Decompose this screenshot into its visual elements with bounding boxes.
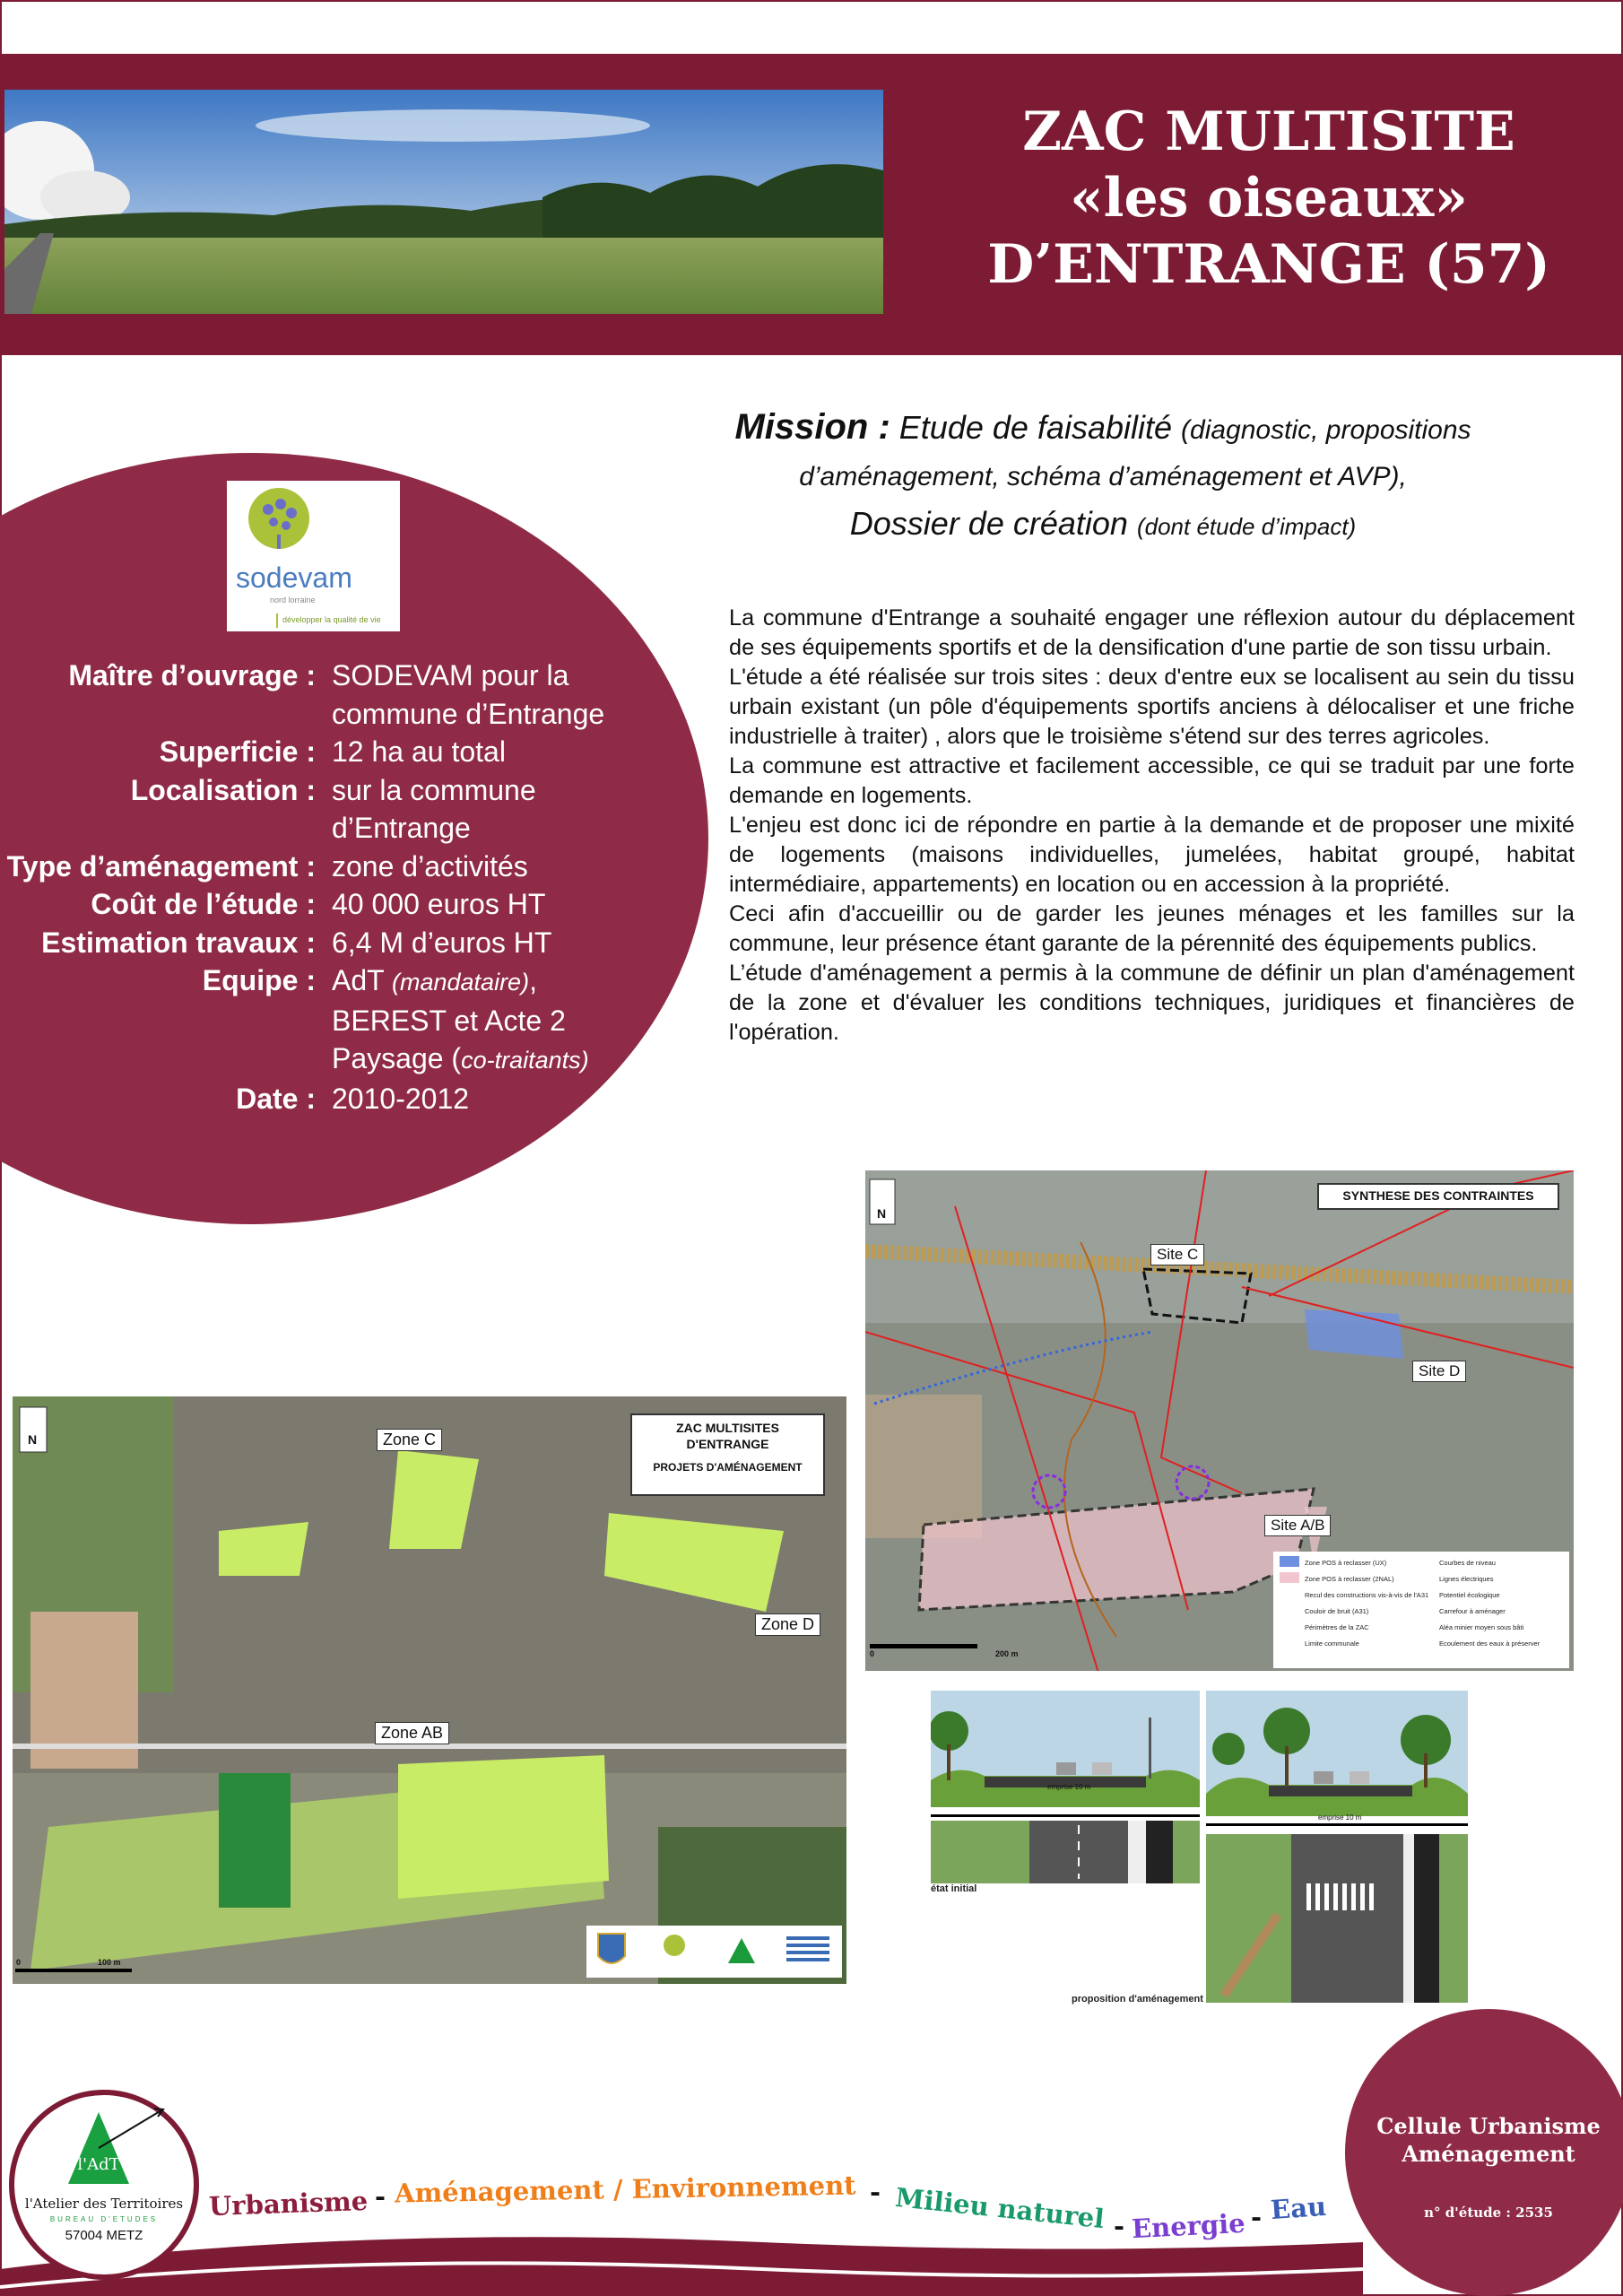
info-value: BEREST et Acte 2 — [332, 1004, 566, 1037]
info-value: 12 ha au total — [332, 735, 506, 768]
legend-entry: Lignes électriques — [1439, 1575, 1494, 1583]
title-line-1: ZAC MULTISITE — [1022, 100, 1515, 163]
scale-end: 100 m — [98, 1958, 121, 1967]
mission-main-1: Etude de faisabilité — [898, 409, 1173, 446]
legend-entry: Zone POS à reclasser (UX) — [1305, 1559, 1387, 1567]
title-line-2: «les oiseaux» — [1070, 167, 1468, 230]
legend-entry: Potentiel écologique — [1439, 1591, 1500, 1599]
description-paragraph: La commune d'Entrange a souhaité engager une réflexion autour du déplacement de ses équipements sportifs et de la densification d'une partie de son tissu urbain. — [729, 605, 1575, 660]
adt-name: l'Atelier des Territoires — [24, 2196, 184, 2212]
info-key: Coût de l’étude : — [91, 888, 316, 920]
info-key: Estimation travaux : — [41, 926, 316, 959]
mission-block — [628, 404, 1578, 550]
zone-label: Zone D — [755, 1613, 820, 1636]
info-key: Maître d’ouvrage : — [68, 659, 316, 691]
adt-logo-text: l'AdT — [77, 2155, 120, 2174]
scale-end: 200 m — [995, 1649, 1019, 1658]
study-number: n° d'étude : 2535 — [1424, 2205, 1553, 2221]
cell-line: Cellule Urbanisme — [1376, 2113, 1601, 2139]
legend-entry: Périmètres de la ZAC — [1305, 1623, 1369, 1631]
sodevam-tagline: développer la qualité de vie — [282, 615, 381, 624]
info-key: Localisation : — [130, 773, 316, 806]
site-label: Site C — [1150, 1244, 1204, 1265]
page-title — [924, 99, 1614, 298]
info-value: 6,4 M d’euros HT — [332, 926, 552, 959]
section-emprise: emprise 10 m — [1047, 1783, 1091, 1791]
description-paragraph: La commune est attractive et facilement accessible, ce qui se traduit par une forte demande en logements. — [729, 753, 1575, 808]
map-title-line: ZAC MULTISITES — [676, 1421, 779, 1435]
tag-eau: Eau — [1269, 2190, 1328, 2226]
mission-paren-2: (dont étude d’impact) — [1136, 513, 1357, 540]
sodevam-logo — [227, 481, 400, 631]
cell-line: Aménagement — [1402, 2141, 1575, 2167]
tag-separator: - — [1251, 2202, 1263, 2232]
info-value: sur la commune — [332, 773, 536, 806]
map-title: SYNTHESE DES CONTRAINTES — [1342, 1188, 1534, 1203]
tag-separator: - — [1114, 2211, 1125, 2241]
legend-entry: Ecoulement des eaux à préserver — [1439, 1639, 1541, 1648]
zone-label: Zone C — [377, 1429, 442, 1451]
info-value: , — [529, 964, 537, 996]
info-key: Date : — [236, 1082, 316, 1115]
map-subtitle: PROJETS D'AMÉNAGEMENT — [653, 1461, 803, 1474]
legend-entry: Recul des constructions vis-à-vis de l'A31 — [1305, 1591, 1429, 1599]
mission-label: Mission : — [734, 407, 890, 447]
legend-entry: Carrefour à aménager — [1439, 1607, 1506, 1615]
section-initial — [931, 1691, 1200, 1937]
tag-milieu: Milieu naturel — [893, 2181, 1107, 2235]
info-value: commune d’Entrange — [332, 697, 605, 730]
mission-paren-1: (diagnostic, propositions — [1181, 415, 1471, 445]
mission-line-2: d’aménagement, schéma d’aménagement et AVP), — [799, 462, 1407, 491]
landscape-photo — [4, 90, 883, 314]
info-value: d’Entrange — [332, 812, 471, 844]
info-value-italic: (mandataire) — [392, 969, 530, 996]
section-proposal — [1206, 1691, 1468, 2003]
tag-urbanisme: Urbanisme — [208, 2185, 369, 2222]
adt-city: 57004 METZ — [65, 2228, 143, 2243]
info-value: 2010-2012 — [332, 1082, 470, 1115]
partner-logos — [594, 1931, 836, 1972]
info-value: 40 000 euros HT — [332, 888, 546, 920]
cell-title — [1345, 2112, 1623, 2168]
tag-amenagement: Aménagement / Environnement — [394, 2170, 856, 2209]
tag-separator: - — [375, 2181, 386, 2212]
map-title-line: D'ENTRANGE — [686, 1437, 769, 1451]
description-text — [729, 604, 1575, 1048]
sodevam-name: sodevam — [236, 561, 352, 594]
project-info — [0, 657, 664, 1118]
description-paragraph: L'enjeu est donc ici de répondre en partie à la demande et de proposer une mixité de logements (maisons individuelles, jumelées, habitat groupé, habitat intermédiaire, appartements) en location ou en accession à la propriété. — [729, 813, 1575, 897]
tag-separator: - — [870, 2177, 881, 2207]
legend-entry: Aléa minier moyen sous bâti — [1439, 1623, 1524, 1631]
title-line-3: D’ENTRANGE (57) — [987, 233, 1550, 296]
legend-entry: Courbes de niveau — [1439, 1559, 1496, 1567]
info-value: AdT — [332, 964, 385, 996]
section-caption: état initial — [931, 1883, 977, 1894]
map-legend — [1305, 1555, 1430, 1652]
info-value: SODEVAM pour la — [332, 659, 569, 691]
north-icon: N — [877, 1206, 887, 1221]
scale-start: 0 — [16, 1958, 22, 1967]
site-label: Site D — [1412, 1361, 1466, 1382]
legend-entry: Couloir de bruit (A31) — [1305, 1607, 1369, 1615]
info-key: Equipe : — [202, 964, 316, 996]
map-title — [631, 1420, 824, 1475]
legend-entry: Limite communale — [1305, 1639, 1359, 1648]
info-value-italic: co-traitants) — [461, 1047, 589, 1074]
mission-main-2: Dossier de création — [849, 505, 1128, 542]
map-legend-right — [1439, 1555, 1574, 1652]
section-emprise: emprise 10 m — [1318, 1813, 1362, 1822]
zone-label: Zone AB — [375, 1722, 449, 1744]
legend-entry: Zone POS à reclasser (2NAL) — [1305, 1575, 1394, 1583]
north-icon: N — [28, 1432, 38, 1447]
constraints-map — [865, 1170, 1574, 1671]
info-value: Paysage ( — [332, 1042, 462, 1074]
site-label: Site A/B — [1264, 1515, 1331, 1536]
section-caption: proposition d'aménagement — [1072, 1994, 1203, 2005]
projects-map — [13, 1396, 846, 1984]
info-value: zone d’activités — [332, 849, 528, 883]
info-key: Type d’aménagement : — [6, 849, 316, 883]
adt-logo — [63, 2103, 170, 2193]
description-paragraph: L’étude d'aménagement a permis à la commune de définir un plan d'aménagement de la zone et d'évaluer les conditions techniques, juridiques et financières de l'opération. — [729, 961, 1575, 1045]
adt-bureau: BUREAU D'ETUDES — [49, 2215, 159, 2223]
scale-start: 0 — [870, 1649, 875, 1658]
tag-energie: Energie — [1131, 2207, 1246, 2245]
description-paragraph: Ceci afin d'accueillir ou de garder les jeunes ménages et les familles sur la commune, leur présence étant garante de la pérennité des équipements publics. — [729, 901, 1575, 956]
description-paragraph: L'étude a été réalisée sur trois sites : deux d'entre eux se localisent au sein du tissu urbain existant (un pôle d'équipements sportifs anciens à délocaliser et une friche industrielle à traiter) , alors que le troisième s'étend sur des terres agricoles. — [729, 665, 1575, 749]
sodevam-sub: nord lorraine — [270, 596, 316, 604]
info-key: Superficie : — [159, 735, 316, 768]
